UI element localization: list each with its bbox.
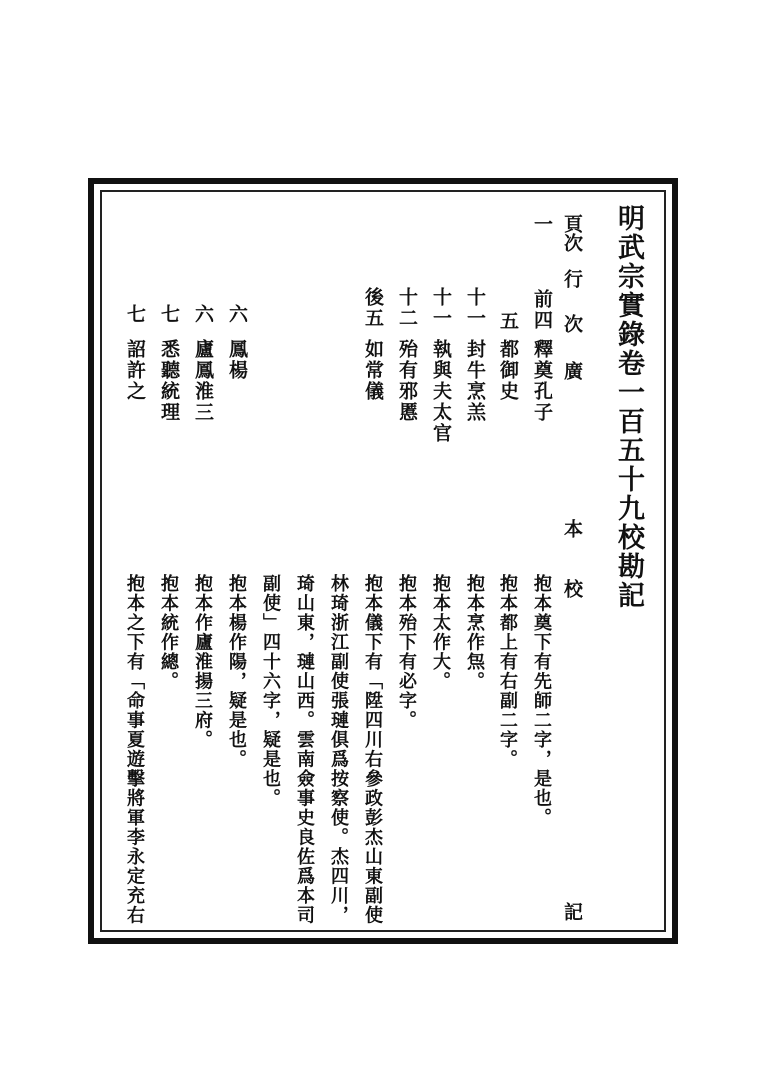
entry-text: 廬鳳淮三: [192, 339, 214, 423]
entry-note: 抱本烹作炰。: [464, 574, 485, 691]
entry-line: 七: [158, 304, 180, 325]
entry-note: 抱本作廬淮揚三府。: [192, 574, 213, 750]
entry-note: 抱本統作總。: [158, 574, 179, 691]
entry-text: 都御史: [497, 339, 519, 402]
entry-note: 抱本都上有右副二字。: [497, 574, 518, 769]
entry-note: 抱本殆下有必字。: [396, 574, 417, 730]
entry-line: 七: [124, 304, 146, 325]
entry-page: 一: [531, 214, 553, 235]
page-frame: [88, 178, 678, 944]
entry-line: 六: [226, 304, 248, 325]
document-title: 明武宗實錄卷一百五十九校勘記: [613, 204, 644, 610]
entry-text: 鳳楊: [226, 339, 248, 381]
entry-text: 釋奠孔子: [531, 339, 553, 423]
header-ji: 記: [561, 902, 583, 921]
entry-text: 殆有邪慝: [396, 339, 418, 423]
entry-note-continuation: 副使」四十六字，疑是也。: [260, 574, 281, 808]
entry-note: 抱本之下有「命事夏遊擊將軍李永定充右: [124, 574, 145, 925]
entry-line: 十二: [396, 287, 418, 329]
header-position: 次: [561, 314, 583, 333]
entry-line: 十一: [430, 287, 452, 329]
entry-text: 如常儀: [362, 339, 384, 402]
entry-note: 抱本太作大。: [430, 574, 451, 691]
entry-text: 悉聽統理: [158, 339, 180, 423]
entry-line: 五: [497, 311, 519, 332]
entry-line: 後五: [362, 287, 384, 329]
header-ben: 本: [561, 519, 583, 538]
header-page-line: 頁次: [561, 214, 583, 252]
entry-note: 抱本儀下有「陞四川右參政彭杰山東副使: [362, 574, 383, 925]
entry-line: 前四: [531, 289, 553, 331]
entry-note: 抱本奠下有先師二字，是也。: [531, 574, 552, 828]
entry-note: 抱本楊作陽，疑是也。: [226, 574, 247, 769]
entry-text: 執與夫太官: [430, 339, 452, 444]
entry-text: 封牛烹羔: [464, 339, 486, 423]
entry-line: 十一: [464, 287, 486, 329]
header-guang: 廣: [561, 361, 583, 380]
entry-line: 六: [192, 304, 214, 325]
header-jiao: 校: [561, 579, 583, 598]
entry-text: 詔許之: [124, 339, 146, 402]
entry-note-continuation: 林琦浙江副使張璉俱爲按察使。杰四川，: [328, 574, 349, 925]
header-line: 行: [561, 269, 583, 288]
entry-note-continuation: 琦山東，璉山西。雲南僉事史良佐爲本司: [294, 574, 315, 925]
